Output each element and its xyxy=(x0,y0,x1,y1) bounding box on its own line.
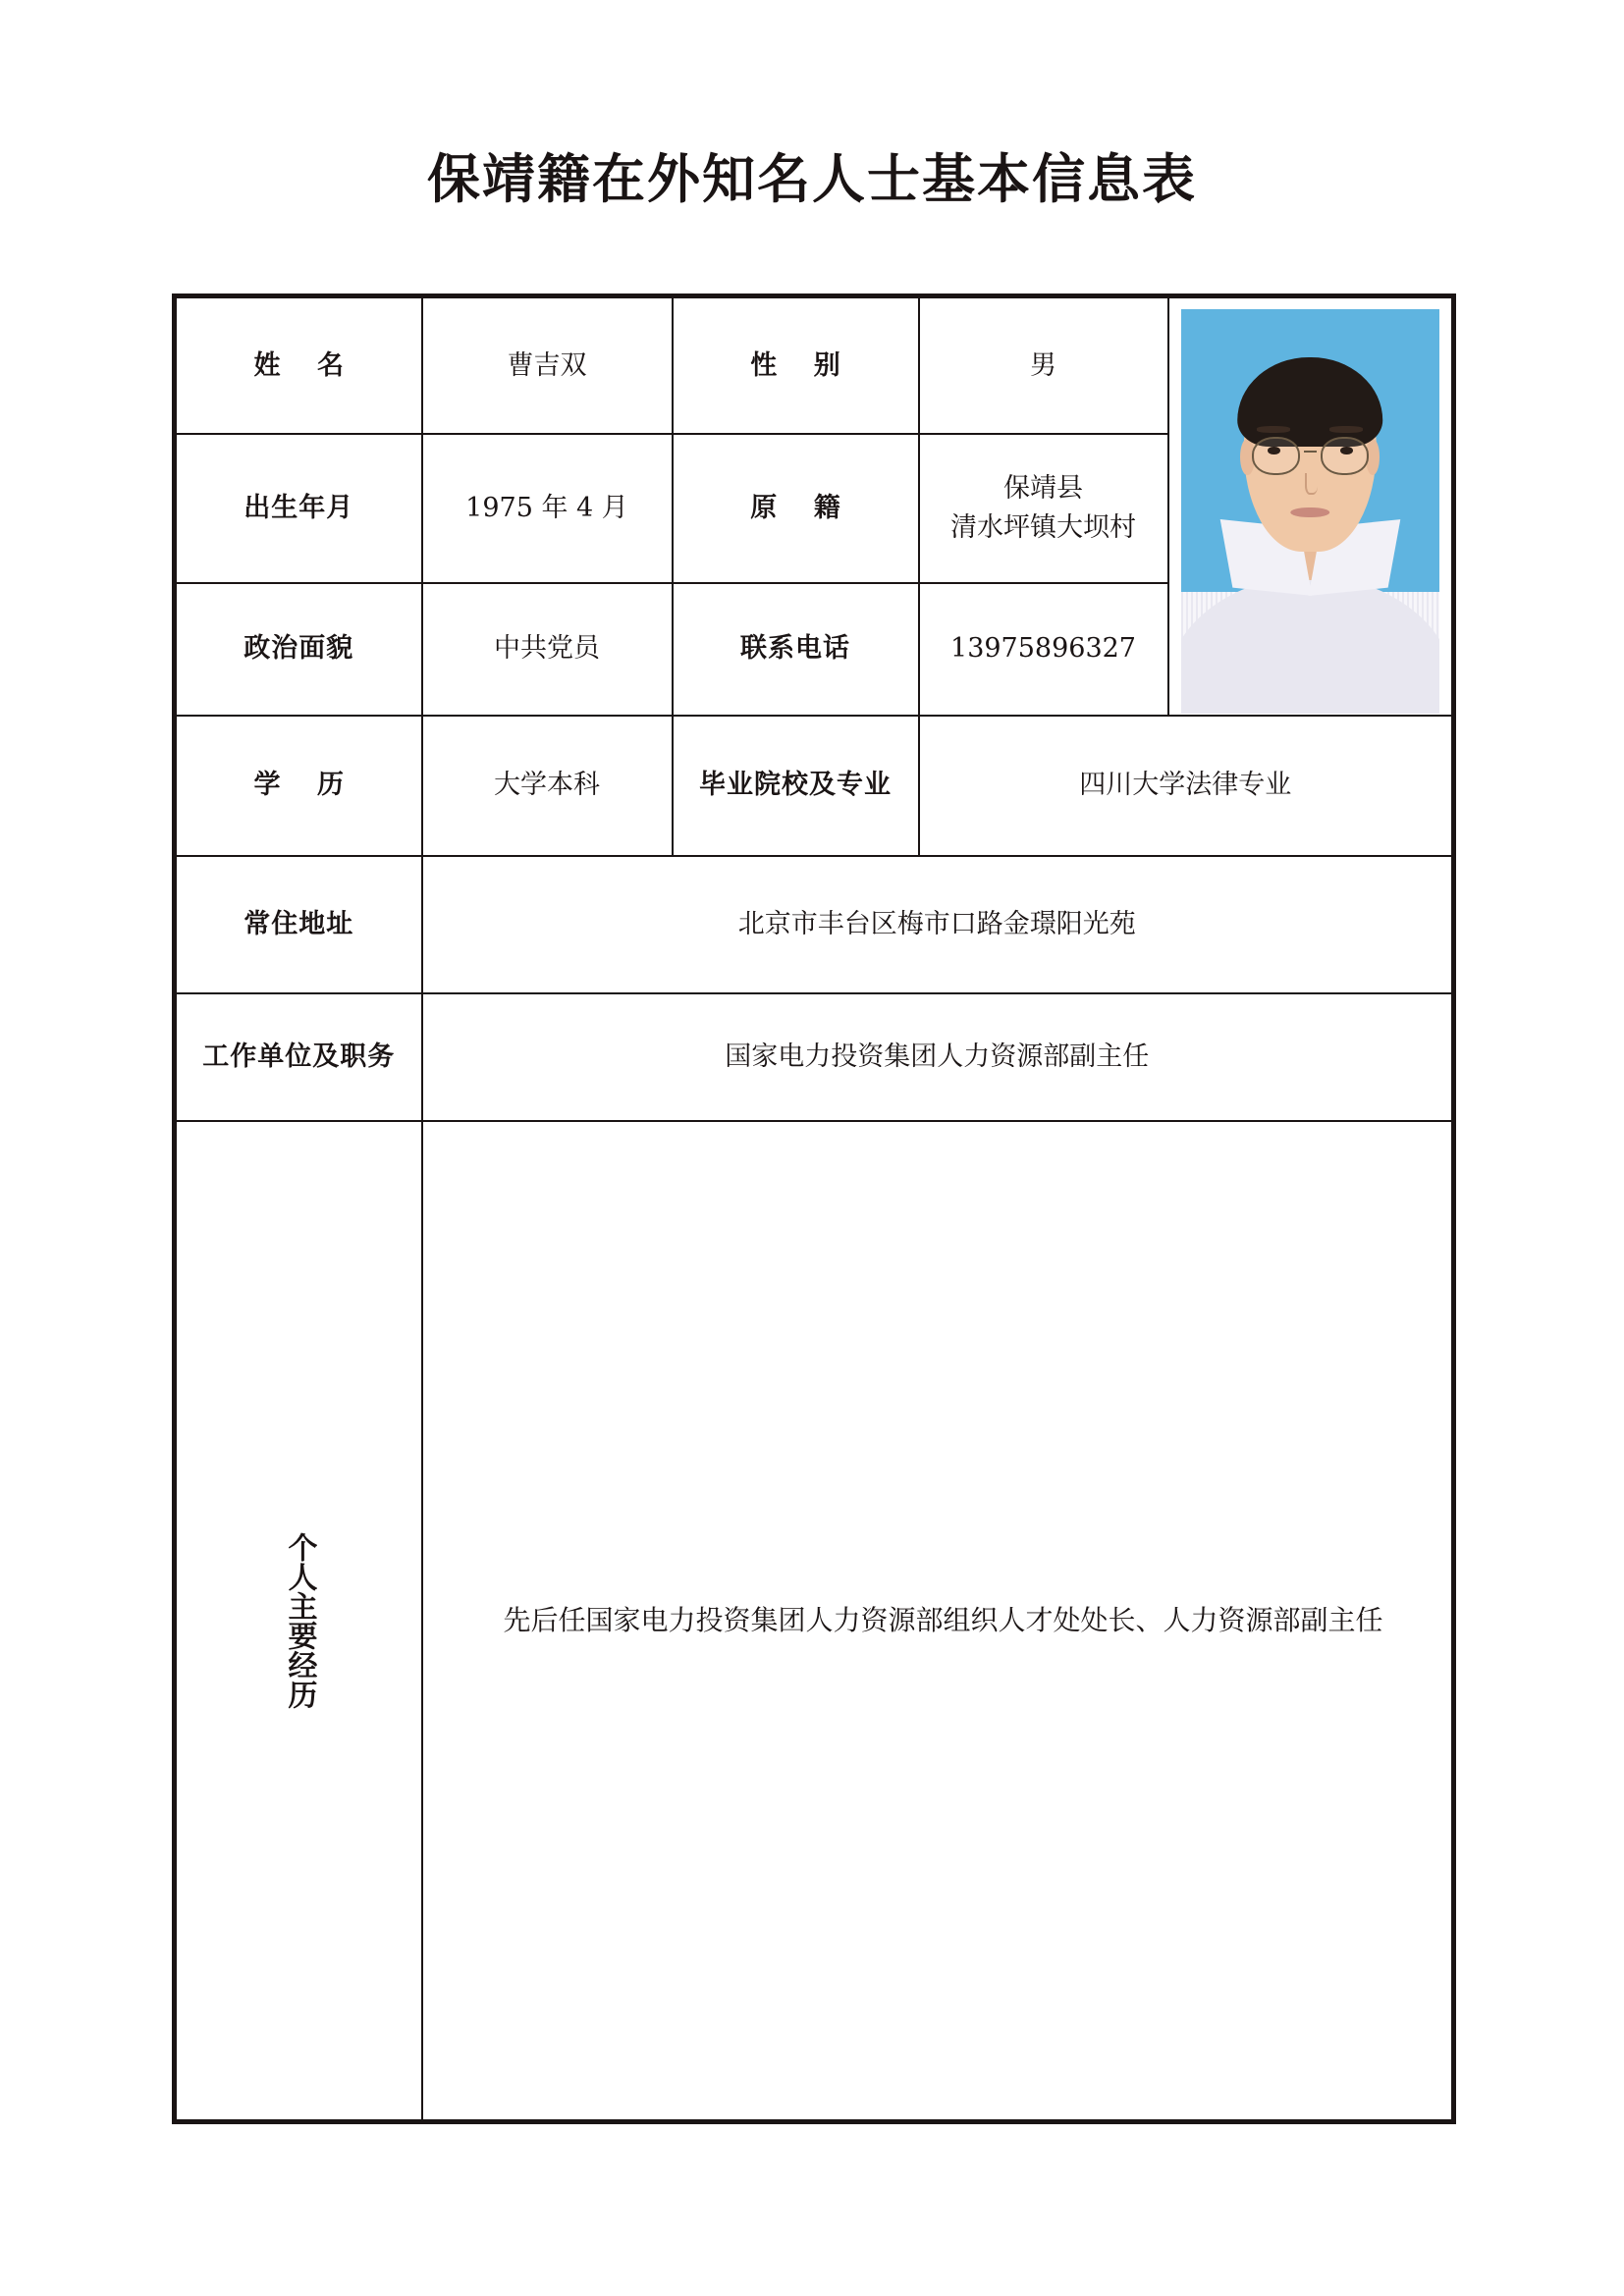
value-phone: 13975896327 xyxy=(919,583,1168,716)
glasses-lens-right-icon xyxy=(1321,437,1369,475)
glasses-lens-left-icon xyxy=(1252,437,1300,475)
table-row-work xyxy=(175,993,1454,1121)
label-work-unit-position: 工作单位及职务 xyxy=(175,993,422,1121)
value-birth-date: 1975 年 4 月 xyxy=(422,434,673,583)
table-row-experience xyxy=(175,1121,1454,2122)
value-experience-cell xyxy=(422,1121,1454,2122)
value-personal-experience: 先后任国家电力投资集团人力资源部组织人才处处长、人力资源部副主任 xyxy=(503,1604,1383,1637)
photo-nose xyxy=(1305,473,1318,496)
value-name: 曹吉双 xyxy=(422,296,673,434)
table-row-name xyxy=(175,296,1454,434)
value-origin-line2: 清水坪镇大坝村 xyxy=(950,511,1136,543)
label-phone: 联系电话 xyxy=(673,583,919,716)
personal-info-table xyxy=(172,294,1456,2124)
value-education: 大学本科 xyxy=(422,716,673,856)
value-school-major: 四川大学法律专业 xyxy=(919,716,1454,856)
label-experience-cell xyxy=(175,1121,422,2122)
value-residence-address: 北京市丰台区梅市口路金璟阳光苑 xyxy=(422,856,1454,993)
label-birth-date: 出生年月 xyxy=(175,434,422,583)
label-gender: 性 别 xyxy=(673,296,919,434)
glasses-bridge-icon xyxy=(1304,451,1317,453)
value-political-status: 中共党员 xyxy=(422,583,673,716)
table-row-address xyxy=(175,856,1454,993)
label-residence-address: 常住地址 xyxy=(175,856,422,993)
value-work-unit-position: 国家电力投资集团人力资源部副主任 xyxy=(422,993,1454,1121)
label-education: 学 历 xyxy=(175,716,422,856)
page-title: 保靖籍在外知名人士基本信息表 xyxy=(427,147,1197,210)
value-gender: 男 xyxy=(919,296,1168,434)
photo-mouth xyxy=(1290,507,1329,518)
label-personal-experience: 个人主要经历 xyxy=(282,1531,317,1709)
label-school-major: 毕业院校及专业 xyxy=(673,716,919,856)
label-origin: 原 籍 xyxy=(673,434,919,583)
photo-eyebrow-right xyxy=(1329,426,1363,433)
photo-cell xyxy=(1168,296,1454,716)
vertical-label-wrapper xyxy=(177,1532,421,1709)
label-name: 姓 名 xyxy=(175,296,422,434)
value-origin-line1: 保靖县 xyxy=(1003,473,1083,505)
table-row-education xyxy=(175,716,1454,856)
label-political-status: 政治面貌 xyxy=(175,583,422,716)
photo-wrapper xyxy=(1169,299,1452,714)
avatar xyxy=(1181,309,1440,714)
photo-eyebrow-left xyxy=(1257,426,1290,433)
value-origin xyxy=(919,434,1168,583)
